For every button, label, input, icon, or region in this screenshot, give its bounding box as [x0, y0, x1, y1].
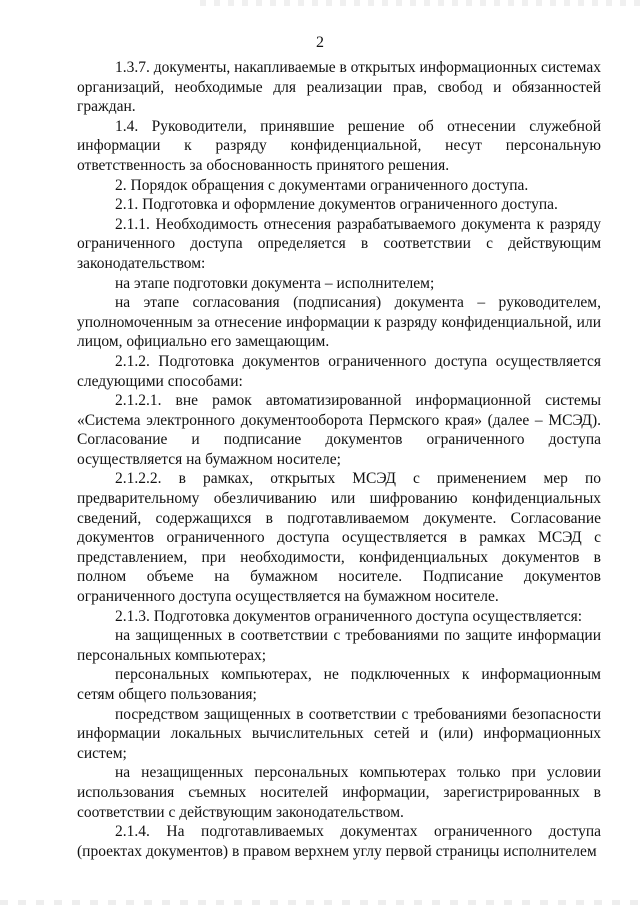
list-item-preparation-stage: на этапе подготовки документа – исполнителем;: [115, 274, 435, 292]
scan-artifact-bottom: [0, 900, 640, 905]
section-2-heading: 2. Порядок обращения с документами ограниченного доступа.: [115, 176, 529, 194]
list-item-protected-pcs: на защищенных в соответствии с требованиями по защите информации персональных компьютерах;: [77, 627, 601, 664]
paragraph-2-1: 2.1. Подготовка и оформление документов ограниченного доступа.: [115, 196, 558, 214]
page-number: 2: [316, 34, 324, 51]
list-item-protected-networks: посредством защищенных в соответствии с требованиями безопасности информации локальных вычислительных сетей и (или) информационных систем;: [77, 705, 601, 762]
paragraph-2-1-2-2: 2.1.2.2. в рамках, открытых МСЭД с применением мер по предварительному обезличиванию или шифрованию конфиденциальных сведений, содержащихся в подготавливаемом документе. Согласование документов ограниченного доступа осуществляется в рамках МСЭД с представлением, при необходимости, конфиденциальных документов в полном объеме на бумажном носителе. Подписание документов ограниченного доступа осуществляется на бумажном носителе.: [77, 470, 601, 606]
scan-artifact-top: [200, 0, 640, 6]
paragraph-2-1-4: 2.1.4. На подготавливаемых документах ограниченного доступа (проектах документов) в правом верхнем углу первой страницы исполнителем: [77, 823, 601, 860]
list-item-offline-pcs: персональных компьютерах, не подключенных к информационным сетям общего пользования;: [77, 666, 601, 703]
paragraph-2-1-2-1: 2.1.2.1. вне рамок автоматизированной информационной системы «Система электронного документооборота Пермского края» (далее – МСЭД). Согласование и подписание документов ограниченного доступа осуществляется на бумажном носителе;: [77, 392, 601, 468]
paragraph-1-4: 1.4. Руководители, принявшие решение об отнесении служебной информации к разряду конфиденциальной, несут персональную ответственность за обоснованность принятого решения.: [77, 117, 601, 174]
list-item-approval-stage: на этапе согласования (подписания) документа – руководителем, уполномоченным за отнесение информации к разряду конфиденциальной, или лицом, официально его замещающим.: [77, 294, 601, 351]
paragraph-2-1-1: 2.1.1. Необходимость отнесения разрабатываемого документа к разряду ограниченного доступа определяется в соответствии с действующим законодательством:: [77, 215, 601, 272]
list-item-unprotected-pcs: на незащищенных персональных компьютерах только при условии использования съемных носителей информации, зарегистрированных в соответствии с действующим законодательством.: [77, 764, 601, 821]
paragraph-2-1-3: 2.1.3. Подготовка документов ограниченного доступа осуществляется:: [115, 607, 583, 625]
document-body: [77, 58, 601, 861]
paragraph-2-1-2: 2.1.2. Подготовка документов ограниченного доступа осуществляется следующими способами:: [77, 352, 601, 390]
paragraph-1-3-7: 1.3.7. документы, накапливаемые в открытых информационных системах организаций, необходимые для реализации прав, свобод и обязанностей граждан.: [77, 59, 601, 116]
